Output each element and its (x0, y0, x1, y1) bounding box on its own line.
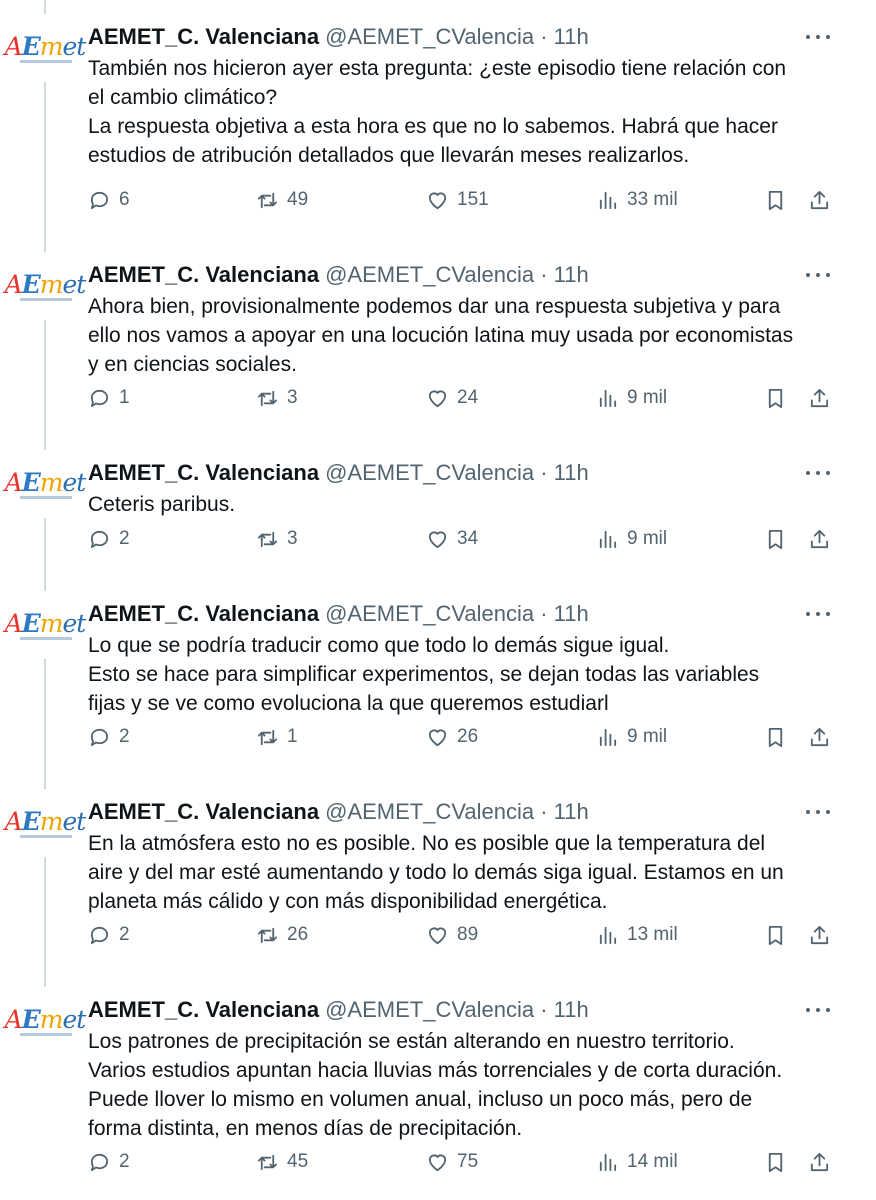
reply-count: 2 (119, 528, 130, 549)
tweet[interactable] (0, 0, 876, 238)
tweet-text-line: También nos hicieron ayer esta pregunta: ¿este episodio tiene relación con (88, 57, 787, 80)
avatar[interactable] (4, 999, 86, 1045)
like-count: 34 (457, 528, 479, 549)
reply-icon (88, 726, 111, 749)
tweet-text-line: Varios estudios apuntan hacia lluvias más torrenciales y de corta duración. (88, 1059, 783, 1082)
tweet-text (88, 292, 858, 379)
like-button[interactable] (426, 721, 478, 753)
author-name[interactable]: AEMET_C. Valenciana (88, 262, 320, 287)
tweet[interactable] (0, 577, 876, 775)
view-count: 33 mil (627, 189, 678, 210)
bookmark-icon (764, 726, 787, 749)
view-count: 9 mil (627, 387, 668, 408)
tweet-actions (88, 1146, 848, 1178)
views-chart-icon (596, 528, 619, 551)
reply-button[interactable] (88, 1146, 130, 1178)
tweet-text-line: En la atmósfera esto no es posible. No es posible que la temperatura del (88, 832, 766, 855)
author-handle-time[interactable]: @AEMET_CValencia · 11h (325, 24, 589, 49)
tweet-text-line: Ahora bien, provisionalmente podemos dar una respuesta subjetiva y para (88, 295, 781, 318)
more-options-icon[interactable] (806, 605, 830, 623)
views-button[interactable] (596, 1146, 678, 1178)
author-handle-time[interactable]: @AEMET_CValencia · 11h (325, 601, 589, 626)
tweet-text-line: Los patrones de precipitación se están alterando en nuestro territorio. (88, 1030, 735, 1053)
retweet-button[interactable] (256, 1146, 308, 1178)
tweet-header (88, 797, 589, 827)
views-button[interactable] (596, 184, 678, 216)
retweet-button[interactable] (256, 184, 308, 216)
share-button[interactable] (808, 721, 831, 753)
tweet[interactable] (0, 436, 876, 577)
author-name[interactable]: AEMET_C. Valenciana (88, 799, 320, 824)
retweet-icon (256, 387, 279, 410)
tweet-text-line: aire y del mar esté aumentando y todo lo demás siga igual. Estamos en un (88, 861, 784, 884)
heart-icon (426, 528, 449, 551)
heart-icon (426, 189, 449, 212)
tweet-header (88, 22, 589, 52)
aemet-logo-icon: AEmet (4, 1004, 86, 1034)
tweet-header (88, 458, 589, 488)
retweet-count: 3 (287, 528, 298, 549)
thread-line (44, 577, 46, 591)
retweet-icon (256, 528, 279, 551)
retweet-count: 49 (287, 189, 309, 210)
thread-line (44, 436, 46, 450)
author-name[interactable]: AEMET_C. Valenciana (88, 24, 320, 49)
share-icon (808, 1151, 831, 1174)
logo-subtitle-mark (20, 637, 72, 640)
thread-line (44, 320, 46, 436)
author-handle-time[interactable]: @AEMET_CValencia · 11h (325, 799, 589, 824)
tweet-text-line: planeta más cálido y con más disponibilidad energética. (88, 890, 608, 913)
retweet-icon (256, 924, 279, 947)
author-name[interactable]: AEMET_C. Valenciana (88, 460, 320, 485)
thread-line (44, 0, 46, 14)
reply-button[interactable] (88, 919, 130, 951)
tweet-text-line: estudios de atribución detallados que llevarán meses realizarlos. (88, 144, 690, 167)
tweet-text-line: Esto se hace para simplificar experimentos, se dejan todas las variables (88, 663, 760, 686)
like-count: 24 (457, 387, 479, 408)
reply-icon (88, 924, 111, 947)
reply-button[interactable] (88, 721, 130, 753)
retweet-button[interactable] (256, 919, 308, 951)
bookmark-icon (764, 189, 787, 212)
aemet-logo-icon: AEmet (4, 269, 86, 299)
reply-count: 2 (119, 726, 130, 747)
tweet-actions (88, 184, 848, 216)
avatar[interactable] (4, 26, 86, 72)
bookmark-icon (764, 387, 787, 410)
views-button[interactable] (596, 721, 667, 753)
bookmark-button[interactable] (764, 382, 787, 414)
view-count: 9 mil (627, 726, 668, 747)
like-count: 151 (457, 189, 489, 210)
aemet-logo-icon: AEmet (4, 806, 86, 836)
reply-count: 2 (119, 1151, 130, 1172)
tweet-actions (88, 919, 848, 951)
like-button[interactable] (426, 184, 489, 216)
thread-line (44, 82, 46, 238)
share-icon (808, 189, 831, 212)
more-options-icon[interactable] (806, 28, 830, 46)
bookmark-icon (764, 1151, 787, 1174)
retweet-count: 3 (287, 387, 298, 408)
reply-button[interactable] (88, 523, 130, 555)
tweet-text-line: el cambio climático? (88, 86, 278, 109)
aemet-logo-icon: AEmet (4, 608, 86, 638)
thread-line (44, 518, 46, 577)
author-handle-time[interactable]: @AEMET_CValencia · 11h (325, 262, 589, 287)
retweet-count: 26 (287, 924, 309, 945)
reply-count: 2 (119, 924, 130, 945)
bookmark-button[interactable] (764, 721, 787, 753)
view-count: 14 mil (627, 1151, 678, 1172)
logo-subtitle-mark (20, 496, 72, 499)
views-button[interactable] (596, 523, 667, 555)
share-button[interactable] (808, 184, 831, 216)
bookmark-button[interactable] (764, 184, 787, 216)
bookmark-icon (764, 528, 787, 551)
tweet-text-line: Lo que se podría traducir como que todo lo demás sigue igual. (88, 634, 670, 657)
share-button[interactable] (808, 382, 831, 414)
retweet-icon (256, 1151, 279, 1174)
views-button[interactable] (596, 382, 667, 414)
views-chart-icon (596, 726, 619, 749)
tweet-header (88, 599, 589, 629)
reply-icon (88, 387, 111, 410)
author-handle-time[interactable]: @AEMET_CValencia · 11h (325, 997, 589, 1022)
tweet-text (88, 631, 858, 718)
like-button[interactable] (426, 919, 478, 951)
tweet-text-line: forma distinta, en menos días de precipitación. (88, 1117, 523, 1140)
tweet-header (88, 260, 589, 290)
logo-subtitle-mark (20, 835, 72, 838)
heart-icon (426, 1151, 449, 1174)
more-options-icon[interactable] (806, 266, 830, 284)
share-icon (808, 387, 831, 410)
thread-line (44, 775, 46, 789)
tweet-actions (88, 382, 848, 414)
retweet-icon (256, 726, 279, 749)
views-chart-icon (596, 387, 619, 410)
tweet-text-line: y en ciencias sociales. (88, 353, 297, 376)
reply-count: 1 (119, 387, 130, 408)
views-chart-icon (596, 1151, 619, 1174)
like-button[interactable] (426, 382, 478, 414)
logo-subtitle-mark (20, 1033, 72, 1036)
views-chart-icon (596, 924, 619, 947)
like-button[interactable] (426, 523, 478, 555)
tweet-text (88, 829, 858, 916)
thread-line (44, 973, 46, 987)
share-button[interactable] (808, 523, 831, 555)
thread-line (44, 857, 46, 973)
reply-icon (88, 528, 111, 551)
tweet-actions (88, 721, 848, 753)
aemet-logo-icon: AEmet (4, 31, 86, 61)
tweet-header (88, 995, 589, 1025)
retweet-count: 1 (287, 726, 298, 747)
thread-line (44, 238, 46, 252)
retweet-icon (256, 189, 279, 212)
author-name[interactable]: AEMET_C. Valenciana (88, 601, 320, 626)
retweet-count: 45 (287, 1151, 309, 1172)
view-count: 9 mil (627, 528, 668, 549)
reply-button[interactable] (88, 184, 130, 216)
like-count: 75 (457, 1151, 479, 1172)
tweet-actions (88, 523, 848, 555)
bookmark-icon (764, 924, 787, 947)
avatar[interactable] (4, 801, 86, 847)
tweet-text (88, 490, 858, 519)
retweet-button[interactable] (256, 382, 298, 414)
share-button[interactable] (808, 919, 831, 951)
avatar[interactable] (4, 264, 86, 310)
like-count: 26 (457, 726, 479, 747)
reply-count: 6 (119, 189, 130, 210)
more-options-icon[interactable] (806, 803, 830, 821)
more-options-icon[interactable] (806, 464, 830, 482)
share-icon (808, 726, 831, 749)
reply-button[interactable] (88, 382, 130, 414)
like-count: 89 (457, 924, 479, 945)
heart-icon (426, 924, 449, 947)
share-icon (808, 924, 831, 947)
logo-subtitle-mark (20, 60, 72, 63)
aemet-logo-icon: AEmet (4, 467, 86, 497)
tweet-text-line: fijas y se ve como evoluciona la que queremos estudiarl (88, 692, 609, 715)
tweet-text-line: Puede llover lo mismo en volumen anual, incluso un poco más, pero de (88, 1088, 753, 1111)
bookmark-button[interactable] (764, 1146, 787, 1178)
logo-subtitle-mark (20, 298, 72, 301)
tweet-text (88, 54, 858, 170)
share-icon (808, 528, 831, 551)
like-button[interactable] (426, 1146, 478, 1178)
tweet[interactable] (0, 973, 876, 1200)
author-name[interactable]: AEMET_C. Valenciana (88, 997, 320, 1022)
thread-line (44, 659, 46, 775)
tweet[interactable] (0, 238, 876, 436)
view-count: 13 mil (627, 924, 678, 945)
tweet-text-line: La respuesta objetiva a esta hora es que no lo sabemos. Habrá que hacer (88, 115, 778, 138)
views-chart-icon (596, 189, 619, 212)
avatar[interactable] (4, 462, 86, 508)
author-handle-time[interactable]: @AEMET_CValencia · 11h (325, 460, 589, 485)
share-button[interactable] (808, 1146, 831, 1178)
tweet[interactable] (0, 775, 876, 973)
avatar[interactable] (4, 603, 86, 649)
views-button[interactable] (596, 919, 678, 951)
tweet-text (88, 1027, 858, 1143)
retweet-button[interactable] (256, 523, 298, 555)
reply-icon (88, 1151, 111, 1174)
tweet-text-line: ello nos vamos a apoyar en una locución latina muy usada por economistas (88, 324, 794, 347)
tweet-text-line: Ceteris paribus. (88, 493, 236, 516)
retweet-button[interactable] (256, 721, 298, 753)
bookmark-button[interactable] (764, 523, 787, 555)
heart-icon (426, 387, 449, 410)
heart-icon (426, 726, 449, 749)
bookmark-button[interactable] (764, 919, 787, 951)
reply-icon (88, 189, 111, 212)
more-options-icon[interactable] (806, 1001, 830, 1019)
